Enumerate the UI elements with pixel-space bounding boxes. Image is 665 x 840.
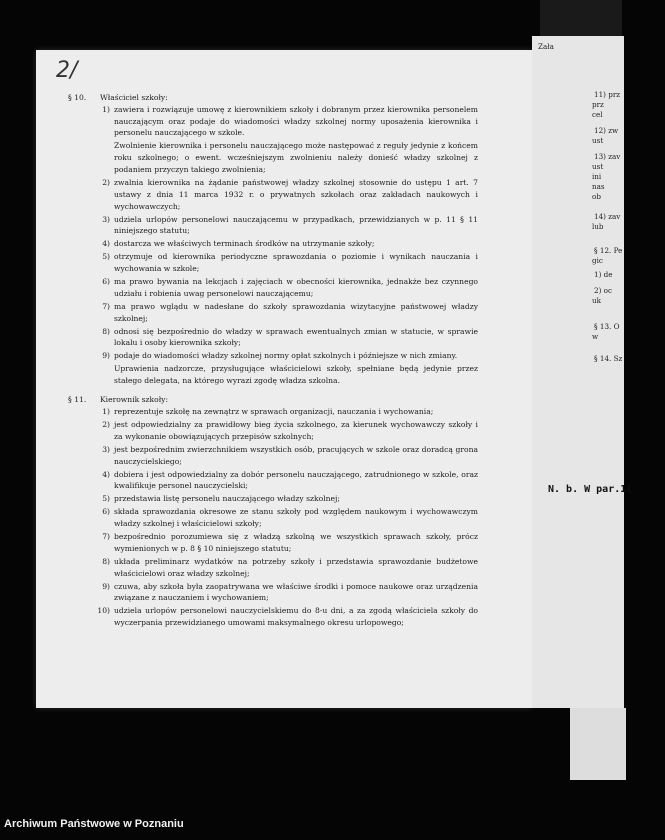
item-text: jest bezpośrednim zwierzchnikiem wszystkich osób, pracujących w szkole oraz doradcą grona nauczycielskiego; [114,444,478,466]
list-item [68,506,478,530]
list-item [68,301,478,325]
item-text: zawiera i rozwiązuje umowę z kierownikiem szkoły i dobranym przez kierownika personelem nauczającym oraz podaje do wiadomości władzy szkolnej normy uposażenia kierownika i personelu nauczającego w szkole. [114,104,478,138]
item-number: 1) [102,406,110,416]
right-page-text-fragment: nas [592,182,605,191]
item-text: udziela urlopów personelowi nauczycielskiemu do 8-u dni, a za zgodą właściciela szkoły do wyczerpania przewidzianego umowami maksymalnego okresu urlopowego; [114,606,478,628]
right-page-text-fragment: § 14. Sz [594,354,623,363]
section-number: § 10. [68,93,87,102]
right-page-text-fragment: prz [592,100,604,109]
item-text: przedstawia listę personelu nauczającego władzy szkolnej; [114,494,340,504]
right-page-heading-fragment: Zała [538,42,554,51]
list-item [68,177,478,212]
list-item [68,469,478,493]
right-page-text-fragment: uk [592,296,601,305]
section-10-items [68,104,478,387]
item-text: dostarcza we właściwych terminach środków na utrzymanie szkoły; [114,239,375,249]
item-number: 8) [102,326,110,336]
list-item [68,605,478,629]
right-page-text-fragment: lub [592,222,604,231]
item-number: 9) [102,351,110,361]
right-page-top-edge [540,0,622,38]
section-11-heading [68,394,478,406]
item-text: składa sprawozdania okresowe ze stanu szkoły pod względem naukowym i wychowawczym władzy szkolnej i właścicielowi szkoły; [114,507,478,529]
list-item [68,276,478,300]
list-item [68,556,478,580]
item-text: ma prawo wglądu w nadesłane do szkoły sprawozdania wizytacyjne państwowej władzy szkolnej; [114,301,478,323]
item-text: odnosi się bezpośrednio do władzy w sprawach ewentualnych zmian w statucie, w sprawie lokalu i osoby kierownika szkoły; [114,326,478,348]
item-number: 6) [102,507,110,517]
item-number: 2) [102,419,110,429]
right-page-text-fragment: gic [592,256,603,265]
list-item [68,581,478,605]
item-number: 10) [97,606,110,616]
right-page-text-fragment: 14) zav [594,212,621,221]
list-item [68,350,478,362]
archive-credit: Archiwum Państwowe w Poznaniu [4,818,184,830]
item-number: 5) [102,494,110,504]
item-text: czuwa, aby szkoła była zaopatrywana we właściwe środki i pomoce naukowe oraz urządzenia związane z nauczaniem i wychowaniem; [114,581,478,603]
right-page-text-fragment: 12) zw [594,126,619,135]
paragraph: Zwolnienie kierownika i personelu nauczającego może następować z reguły jedynie z końcem roku szkolnego; o ewent. wcześniejszym zwolnieniu należy donieść władzy szkolnej z podaniem przyczyn takiego zwolnienia; [114,141,478,174]
right-page-text-fragment: § 12. Pe [594,246,623,255]
typewritten-note: N. b. W par.1( [548,484,633,495]
right-page-text-fragment: w [592,332,599,341]
item-number: 5) [102,252,110,262]
section-title: Kierownik szkoły: [100,395,169,405]
item-text: podaje do wiadomości władzy szkolnej normy opłat szkolnych i późniejsze w nich zmiany. [114,351,458,361]
list-item [68,326,478,350]
item-text: układa preliminarz wydatków na potrzeby szkoły i przedstawia sprawozdanie budżetowe właścicielowi oraz władzy szkolnej; [114,556,478,578]
section-10-heading [68,92,478,104]
right-page-text-fragment: cel [592,110,603,119]
list-item [68,214,478,238]
item-text: jest odpowiedzialny za prawidłowy bieg życia szkolnego, za kierunek wychowawczy szkoły i za wykonanie obowiązujących przepisów szkolnych; [114,419,478,441]
right-page-text-fragment: 11) prz [594,90,621,99]
item-text: zwalnia kierownika na żądanie państwowej władzy szkolnej stosownie do ustępu 1 art. 7 ustawy z dnia 11 marca 1932 r. o prywatnych szkołach oraz zakładach naukowych i wychowawczych; [114,177,478,211]
list-item [68,419,478,443]
item-text: ma prawo bywania na lekcjach i zajęciach w obecności kierownika, jednakże bez czynnego udziału i robienia uwag personelowi nauczającemu; [114,277,478,298]
item-number: 4) [102,239,110,249]
list-item [68,406,478,418]
item-text: bezpośrednio porozumiewa się z władzą szkolną we wszystkich sprawach szkoły, prócz wymienionych w p. 8 § 10 niniejszego statutu; [114,532,478,553]
item-number: 7) [102,301,110,311]
right-page-text-fragment: 2) oc [594,286,613,295]
item-number: 9) [102,581,110,591]
right-page-text-fragment: ust [592,162,604,171]
right-page-text-fragment: 13) zav [594,152,621,161]
statute-text [68,92,478,630]
list-item [68,493,478,505]
right-page-fragment [532,36,624,708]
underlying-sheet-strip [570,708,626,780]
right-page-text-fragment: 1) de [594,270,613,279]
item-text: dobiera i jest odpowiedzialny za dobór personelu nauczającego, zatrudnionego w szkole, oraz kwalifikuje personel nauczycielski; [114,469,478,491]
section-title: Właściciel szkoły: [100,93,168,102]
list-item [68,251,478,275]
item-number: 3) [102,444,110,454]
item-text: udziela urlopów personelowi nauczającemu w przypadkach, przewidzianych w p. 11 § 11 niniejszego statutu; [114,214,478,236]
list-item [68,531,478,555]
item-number: 2) [102,177,110,187]
right-page-text-fragment: ust [592,136,604,145]
right-page-text-fragment: ini [592,172,602,181]
right-page-text-fragment: § 13. O [594,322,620,331]
list-item [68,444,478,468]
list-item [68,238,478,250]
item-number: 4) [102,469,110,479]
right-page-text-fragment: ob [592,192,601,201]
item-text: otrzymuje od kierownika periodyczne sprawozdania o poziomie i wynikach nauczania i wychowania w szkole; [114,252,478,274]
section-11-items [68,406,478,629]
item-number: 8) [102,556,110,566]
item-number: 6) [102,277,110,287]
item-number: 1) [102,104,110,114]
item-text: reprezentuje szkołę na zewnątrz w sprawach organizacji, nauczania i wychowania; [114,406,434,416]
section-number: § 11. [68,395,87,405]
list-item [68,104,478,139]
handwritten-page-mark: 2/ [56,58,78,83]
item-number: 7) [102,532,110,542]
item-number: 3) [102,214,110,224]
paragraph: Uprawienia nadzorcze, przysługujące właścicielowi szkoły, spełniane będą jedynie przez stałego delegata, na którego wyrazi zgodę władza szkolna. [114,364,478,386]
